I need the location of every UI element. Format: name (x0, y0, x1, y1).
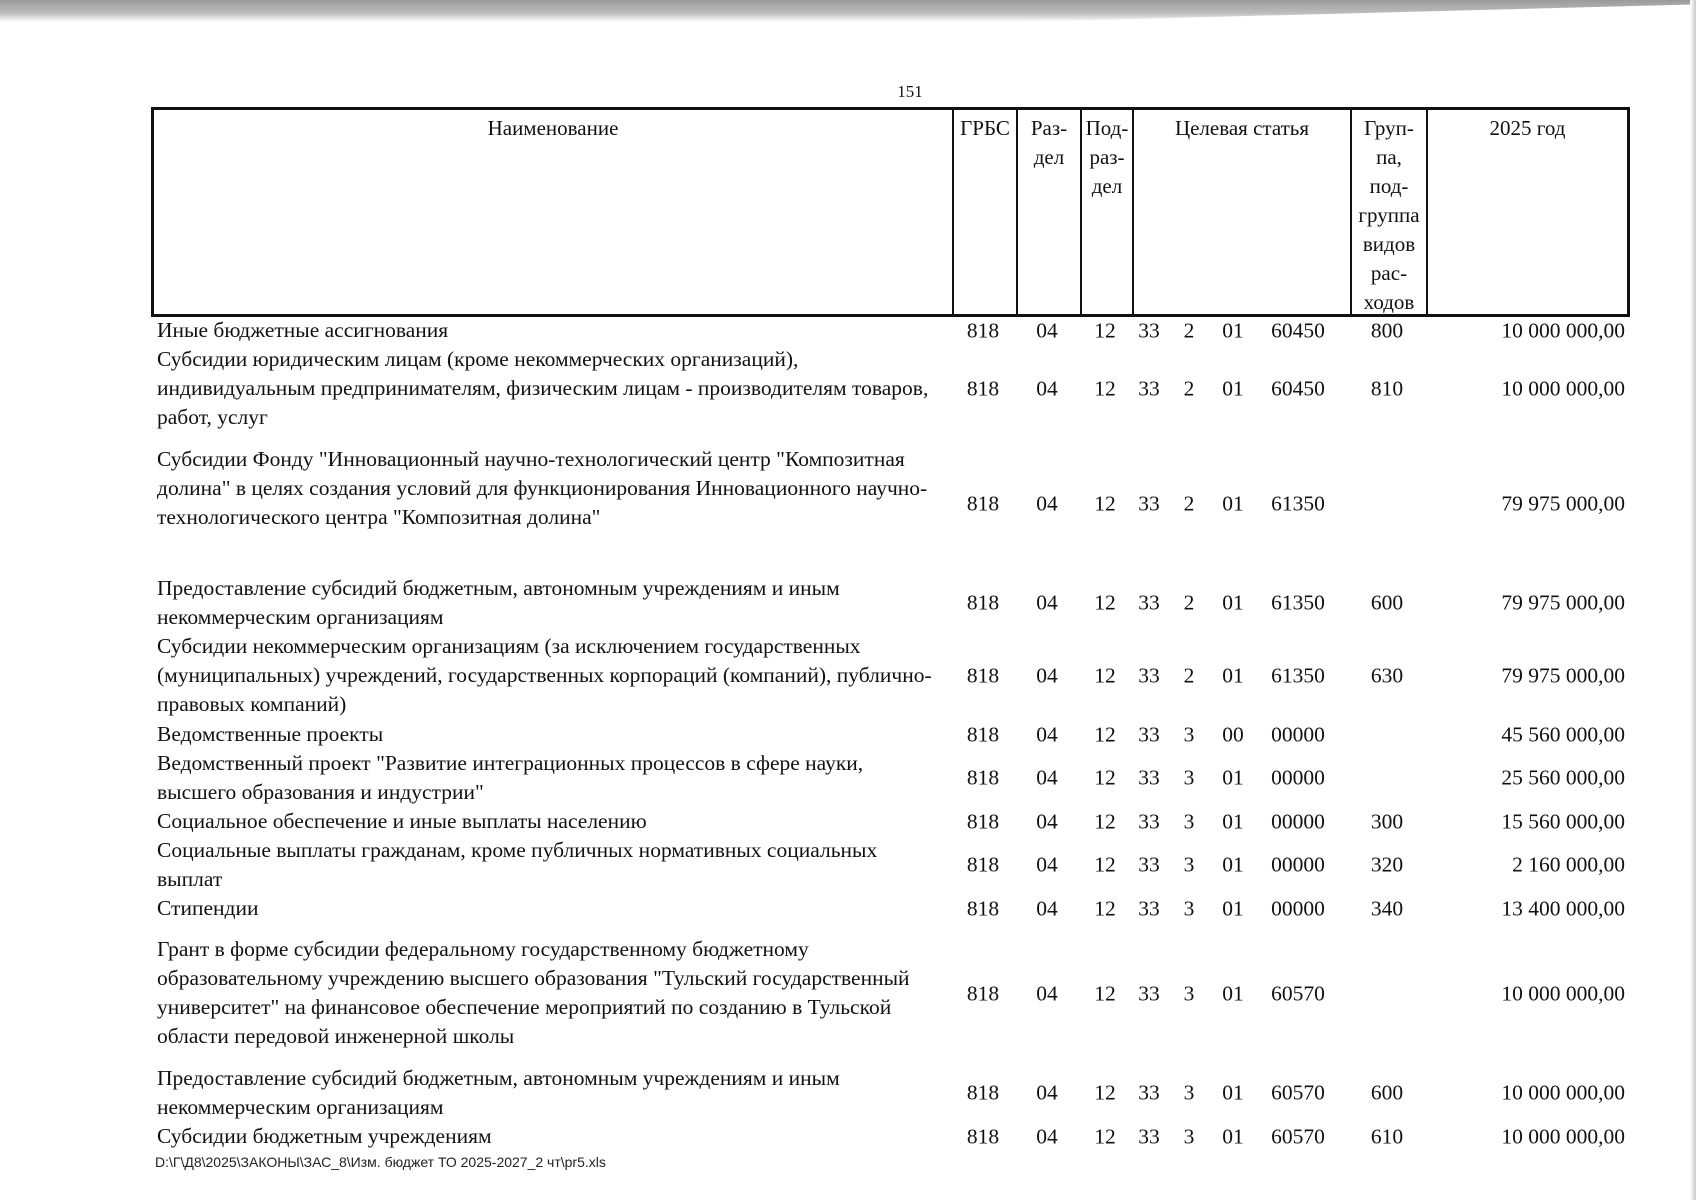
cell-target-direction: 00000 (1271, 809, 1325, 833)
cell-target-type: 3 (1183, 981, 1195, 1005)
table-row (151, 720, 1630, 749)
cell-grbs: 818 (966, 376, 1000, 401)
cell-podrazdel: 12 (1094, 722, 1116, 746)
cell-target-structure: 00 (1222, 722, 1244, 746)
cell-name: Субсидии бюджетным учреждениям (157, 1124, 492, 1148)
cell-name: Предоставление субсидий бюджетным, автономным учреждениям и иным некоммерческим организациям (157, 576, 840, 629)
cell-grbs: 818 (966, 722, 1000, 746)
header-name: Наименование (154, 110, 954, 314)
cell-target-type: 3 (1183, 896, 1195, 920)
cell-expense-group: 300 (1370, 809, 1404, 833)
cell-target-structure: 01 (1222, 376, 1244, 401)
cell-target-structure: 01 (1222, 765, 1244, 790)
cell-amount-2025: 79 975 000,00 (1501, 491, 1625, 515)
cell-name: Предоставление субсидий бюджетным, автономным учреждениям и иным некоммерческим организациям (157, 1066, 840, 1119)
cell-grbs: 818 (966, 896, 1000, 920)
cell-grbs: 818 (966, 1080, 1000, 1105)
cell-target-program: 33 (1138, 765, 1160, 790)
cell-expense-group: 800 (1370, 318, 1404, 342)
cell-amount-2025: 10 000 000,00 (1501, 1080, 1625, 1105)
cell-target-structure: 01 (1222, 809, 1244, 833)
cell-amount-2025: 10 000 000,00 (1501, 1124, 1625, 1148)
cell-target-program: 33 (1138, 722, 1160, 746)
cell-target-program: 33 (1138, 1124, 1160, 1148)
cell-expense-group: 320 (1370, 852, 1404, 877)
cell-amount-2025: 10 000 000,00 (1501, 376, 1625, 401)
cell-expense-group: 600 (1370, 1080, 1404, 1105)
table-row (151, 1122, 1630, 1151)
cell-razdel: 04 (1036, 1124, 1058, 1148)
cell-target-program: 33 (1138, 981, 1160, 1005)
cell-name: Субсидии юридическим лицам (кроме некоммерческих организаций), индивидуальным предпринимателям, физическим лицам - производителям товаров, работ, услуг (157, 347, 929, 429)
cell-razdel: 04 (1036, 809, 1058, 833)
cell-target-direction: 60570 (1271, 981, 1325, 1005)
cell-target-structure: 01 (1222, 663, 1244, 688)
cell-target-direction: 00000 (1271, 765, 1325, 790)
page-number: 151 (897, 82, 923, 101)
cell-target-type: 3 (1183, 1124, 1195, 1148)
cell-target-program: 33 (1138, 852, 1160, 877)
header-podrazdel: Под- раз- дел (1082, 110, 1134, 314)
cell-name: Субсидии некоммерческим организациям (за исключением государственных (муниципальных) учреждений, государственных корпораций (компаний), публично-правовых компаний) (157, 634, 932, 716)
cell-name: Ведомственные проекты (157, 722, 384, 746)
cell-podrazdel: 12 (1094, 809, 1116, 833)
header-year: 2025 год (1489, 116, 1566, 140)
cell-razdel: 04 (1036, 376, 1058, 401)
header-expense-group: Груп- па, под- группа видов рас- ходов (1352, 110, 1428, 314)
cell-target-program: 33 (1138, 376, 1160, 401)
cell-target-direction: 60570 (1271, 1124, 1325, 1148)
table-row (151, 836, 1630, 894)
cell-name: Иные бюджетные ассигнования (157, 318, 449, 342)
cell-name: Грант в форме субсидии федеральному государственному бюджетному образовательному учреждению высшего образования "Тульский государственный университет" на финансовое обеспечение мероприятий по созданию в Тульской области передовой инженерной школы (157, 937, 910, 1048)
cell-name: Стипендии (157, 896, 259, 920)
cell-target-direction: 61350 (1271, 663, 1325, 688)
cell-podrazdel: 12 (1094, 765, 1116, 790)
cell-target-type: 2 (1183, 491, 1195, 515)
cell-target-structure: 01 (1222, 896, 1244, 920)
cell-name: Ведомственный проект "Развитие интеграционных процессов в сфере науки, высшего образования и индустрии" (157, 751, 864, 804)
table-row (151, 807, 1630, 836)
cell-grbs: 818 (966, 765, 1000, 790)
header-target-article: Целевая статья (1134, 110, 1352, 314)
cell-target-direction: 00000 (1271, 896, 1325, 920)
cell-razdel: 04 (1036, 1080, 1058, 1105)
cell-podrazdel: 12 (1094, 318, 1116, 342)
cell-target-structure: 01 (1222, 981, 1244, 1005)
cell-target-direction: 00000 (1271, 722, 1325, 746)
cell-target-program: 33 (1138, 491, 1160, 515)
table-row (151, 894, 1630, 923)
cell-target-direction: 60450 (1271, 376, 1325, 401)
cell-grbs: 818 (966, 1124, 1000, 1148)
cell-podrazdel: 12 (1094, 896, 1116, 920)
table-row (151, 574, 1630, 632)
cell-target-type: 2 (1183, 376, 1195, 401)
table-row (151, 632, 1630, 720)
cell-target-type: 3 (1183, 1080, 1195, 1105)
table-body (151, 316, 1630, 1151)
cell-grbs: 818 (966, 663, 1000, 688)
table-row (151, 1064, 1630, 1122)
cell-expense-group: 810 (1370, 376, 1404, 401)
cell-grbs: 818 (966, 491, 1000, 515)
cell-target-direction: 61350 (1271, 590, 1325, 615)
cell-amount-2025: 10 000 000,00 (1501, 318, 1625, 342)
cell-expense-group: 610 (1370, 1124, 1404, 1148)
table-row (151, 935, 1630, 1052)
scan-shadow-top (0, 0, 1696, 22)
cell-grbs: 818 (966, 590, 1000, 615)
cell-amount-2025: 79 975 000,00 (1501, 663, 1625, 688)
cell-podrazdel: 12 (1094, 376, 1116, 401)
cell-target-direction: 00000 (1271, 852, 1325, 877)
cell-grbs: 818 (966, 981, 1000, 1005)
cell-razdel: 04 (1036, 852, 1058, 877)
cell-target-type: 3 (1183, 809, 1195, 833)
scan-shadow-right (1690, 0, 1696, 1200)
cell-razdel: 04 (1036, 896, 1058, 920)
cell-target-program: 33 (1138, 663, 1160, 688)
cell-target-program: 33 (1138, 318, 1160, 342)
table-header (151, 107, 1630, 317)
cell-amount-2025: 15 560 000,00 (1501, 809, 1625, 833)
table-row (151, 345, 1630, 433)
cell-target-structure: 01 (1222, 1124, 1244, 1148)
cell-amount-2025: 79 975 000,00 (1501, 590, 1625, 615)
cell-target-type: 2 (1183, 590, 1195, 615)
cell-amount-2025: 13 400 000,00 (1501, 896, 1625, 920)
cell-name: Социальные выплаты гражданам, кроме публичных нормативных социальных выплат (157, 838, 878, 891)
cell-grbs: 818 (966, 809, 1000, 833)
cell-target-type: 3 (1183, 722, 1195, 746)
cell-target-direction: 60450 (1271, 318, 1325, 342)
cell-target-program: 33 (1138, 809, 1160, 833)
cell-razdel: 04 (1036, 765, 1058, 790)
cell-amount-2025: 2 160 000,00 (1512, 852, 1625, 877)
cell-target-structure: 01 (1222, 318, 1244, 342)
cell-podrazdel: 12 (1094, 663, 1116, 688)
cell-target-program: 33 (1138, 1080, 1160, 1105)
cell-razdel: 04 (1036, 318, 1058, 342)
cell-amount-2025: 45 560 000,00 (1501, 722, 1625, 746)
cell-target-type: 3 (1183, 765, 1195, 790)
cell-razdel: 04 (1036, 722, 1058, 746)
cell-target-program: 33 (1138, 896, 1160, 920)
cell-amount-2025: 25 560 000,00 (1501, 765, 1625, 790)
cell-target-type: 3 (1183, 852, 1195, 877)
cell-grbs: 818 (966, 318, 1000, 342)
cell-expense-group: 600 (1370, 590, 1404, 615)
cell-target-structure: 01 (1222, 590, 1244, 615)
cell-podrazdel: 12 (1094, 1124, 1116, 1148)
cell-name: Социальное обеспечение и иные выплаты населению (157, 809, 647, 833)
cell-razdel: 04 (1036, 590, 1058, 615)
cell-target-structure: 01 (1222, 1080, 1244, 1105)
cell-grbs: 818 (966, 852, 1000, 877)
cell-podrazdel: 12 (1094, 1080, 1116, 1105)
cell-expense-group: 340 (1370, 896, 1404, 920)
cell-target-program: 33 (1138, 590, 1160, 615)
cell-target-structure: 01 (1222, 852, 1244, 877)
cell-target-type: 2 (1183, 318, 1195, 342)
cell-amount-2025: 10 000 000,00 (1501, 981, 1625, 1005)
table-row (151, 316, 1630, 345)
file-path: D:\Г\Д8\2025\ЗАКОНЫ\ЗАС_8\Изм. бюджет ТО 2025-2027_2 чт\pr5.xls (155, 1154, 606, 1170)
cell-podrazdel: 12 (1094, 981, 1116, 1005)
cell-razdel: 04 (1036, 663, 1058, 688)
cell-target-structure: 01 (1222, 491, 1244, 515)
table-row (151, 749, 1630, 807)
cell-podrazdel: 12 (1094, 852, 1116, 877)
cell-name: Субсидии Фонду "Инновационный научно-технологический центр "Композитная долина" в целях создания условий для функционирования Инновационного научно-технологического центра "Композитная долина" (157, 447, 928, 529)
header-razdel: Раз- дел (1018, 110, 1082, 314)
cell-target-direction: 60570 (1271, 1080, 1325, 1105)
cell-razdel: 04 (1036, 981, 1058, 1005)
cell-podrazdel: 12 (1094, 590, 1116, 615)
cell-expense-group: 630 (1370, 663, 1404, 688)
cell-target-direction: 61350 (1271, 491, 1325, 515)
cell-podrazdel: 12 (1094, 491, 1116, 515)
cell-target-type: 2 (1183, 663, 1195, 688)
table-row (151, 445, 1630, 562)
cell-razdel: 04 (1036, 491, 1058, 515)
header-grbs: ГРБС (954, 110, 1018, 314)
